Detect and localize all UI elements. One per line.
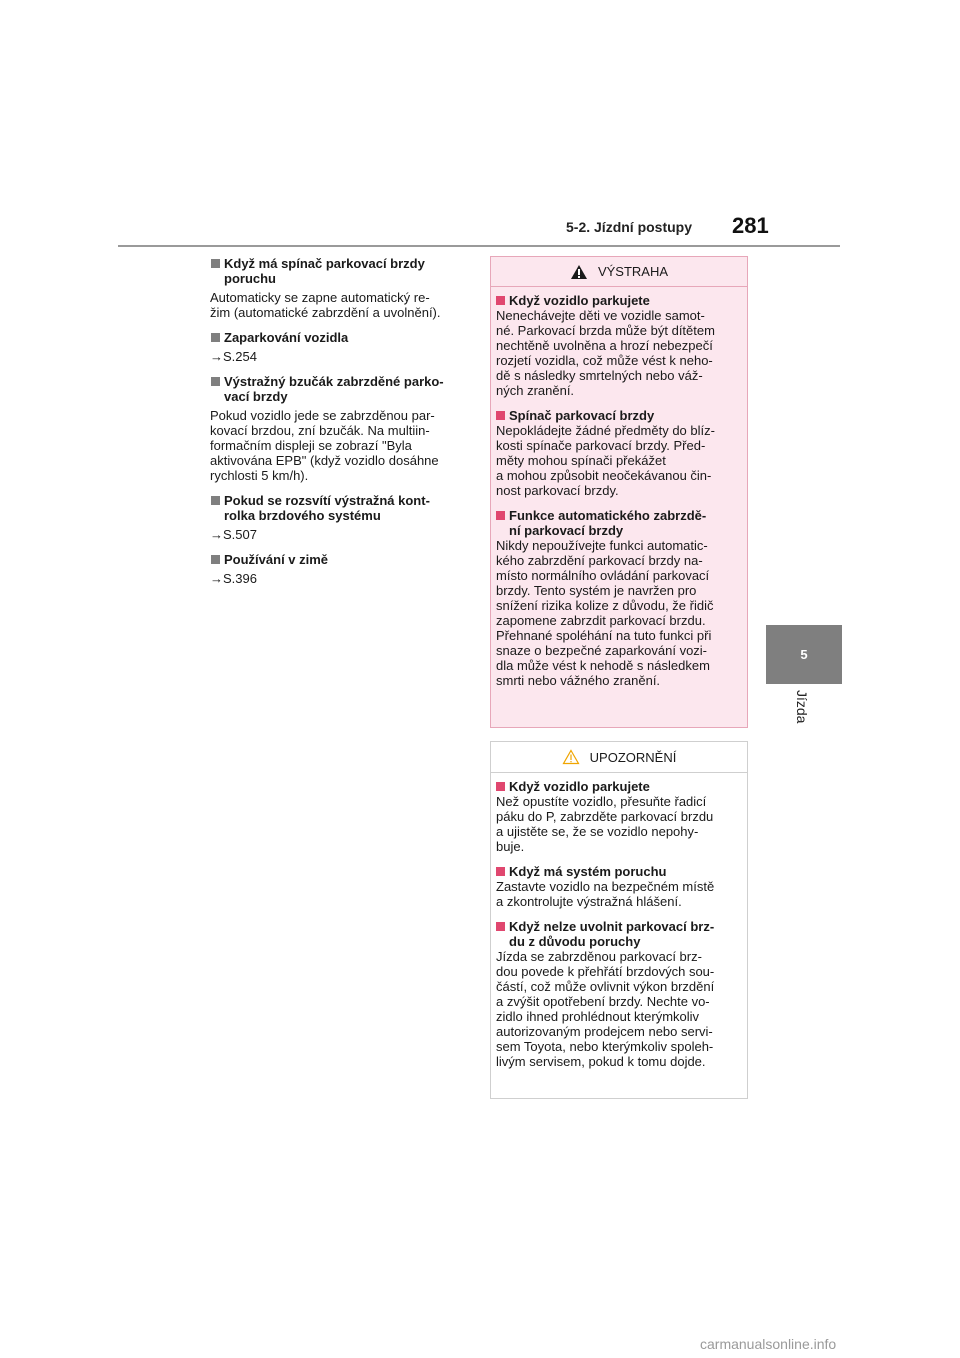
item-heading: Když má systém poruchu [509, 864, 667, 879]
notice-header [491, 742, 747, 773]
section-heading: Zaparkování vozidla [224, 330, 349, 345]
warning-content [491, 287, 747, 688]
square-bullet-icon [496, 867, 505, 876]
item-heading: Když vozidlo parkujete [509, 779, 650, 794]
footer-watermark: carmanualsonline.info [700, 1336, 837, 1352]
warning-header [491, 257, 747, 287]
warning-triangle-icon [570, 264, 588, 280]
section-heading: Pokud se rozsvítí výstražná kont- rolka brzdového systému [224, 493, 430, 523]
warning-box [490, 256, 748, 728]
section-buzzer [210, 374, 468, 483]
notice-item [496, 779, 742, 854]
item-heading: Když vozidlo parkujete [509, 293, 650, 308]
notice-item [496, 919, 742, 1069]
chapter-tab [766, 625, 842, 684]
item-body: Nenechávejte děti ve vozidle samot- né. Parkovací brzda může být dítětem nechtěně uvolněna a hrozí nebezpečí rozjetí vozidla, což může vést k neho- dě s následky smrtelných nebo váž- ných zranění. [496, 308, 715, 398]
notice-title: UPOZORNĚNÍ [589, 749, 677, 765]
left-column [210, 256, 468, 596]
item-heading: Spínač parkovací brzdy [509, 408, 655, 423]
header-divider [118, 245, 840, 247]
item-heading: Když nelze uvolnit parkovací brz- du z důvodu poruchy [509, 919, 715, 949]
square-bullet-icon [496, 411, 505, 420]
square-bullet-icon [496, 296, 505, 305]
section-body: Automaticky se zapne automatický re- žim (automatické zabrzdění a uvolnění). [210, 290, 441, 320]
square-bullet-icon [211, 259, 220, 268]
section-switch-malfunction [210, 256, 468, 320]
section-winter [210, 552, 468, 586]
page-number: 281 [732, 213, 769, 238]
section-warning-light [210, 493, 468, 542]
item-body: Zastavte vozidlo na bezpečném místě a zkontrolujte výstražná hlášení. [496, 879, 715, 909]
section-parking [210, 330, 468, 364]
notice-content [491, 773, 747, 1069]
warning-item [496, 508, 742, 688]
item-body: Nikdy nepoužívejte funkci automatic- kého zabrzdění parkovací brzdy na- místo normálního ovládání parkovací brzdy. Tento systém je navržen pro snížení rizika kolize z důvodu, že řidič zapomene zabrzdit parkovací brzdu. Přehnané spoléhání na tuto funkci při snaze o bezpečné zaparkování vozi- dla může vést k nehodě s následkem smrti nebo vážného zranění. [496, 538, 714, 688]
chapter-number: 5 [800, 647, 808, 662]
square-bullet-icon [211, 333, 220, 342]
square-bullet-icon [211, 377, 220, 386]
square-bullet-icon [496, 922, 505, 931]
page-reference-link[interactable]: →S.396 [210, 571, 257, 586]
warning-item [496, 293, 742, 398]
square-bullet-icon [496, 782, 505, 791]
section-title: 5-2. Jízdní postupy [566, 219, 693, 235]
square-bullet-icon [496, 511, 505, 520]
warning-item [496, 408, 742, 498]
page-reference-link[interactable]: →S.507 [210, 527, 257, 542]
section-body: Pokud vozidlo jede se zabrzděnou par- kovací brzdou, zní bzučák. Na multiin- formačním displeji se zobrazí "Byla aktivována EPB" (když vozidlo dosáhne rychlosti 5 km/h). [210, 408, 439, 483]
section-heading: Výstražný bzučák zabrzděné parko- vací brzdy [224, 374, 444, 404]
section-heading: Používání v zimě [224, 552, 329, 567]
chapter-title: Jízda [794, 690, 810, 724]
warning-title: VÝSTRAHA [597, 264, 669, 279]
item-body: Jízda se zabrzděnou parkovací brz- dou povede k přehřátí brzdových sou- částí, což může ovlivnit výkon brzdění a zvýšit opotřebení brzdy. Nechte vo- zidlo ihned prohlédnout kterýmkoliv autorizovaným prodejcem nebo servi- sem Toyota, nebo kterýmkoliv spoleh- livým servisem, pokud k tomu dojde. [496, 949, 715, 1069]
square-bullet-icon [211, 555, 220, 564]
square-bullet-icon [211, 496, 220, 505]
page-reference-link[interactable]: →S.254 [210, 349, 257, 364]
section-heading: Když má spínač parkovací brzdy poruchu [224, 256, 425, 286]
notice-box [490, 741, 748, 1099]
notice-item [496, 864, 742, 909]
item-heading: Funkce automatického zabrzdě- ní parkovací brzdy [509, 508, 707, 538]
caution-triangle-icon [562, 749, 580, 765]
item-body: Než opustíte vozidlo, přesuňte řadicí páku do P, zabrzděte parkovací brzdu a ujistěte se, že se vozidlo nepohy- buje. [496, 794, 714, 854]
item-body: Nepokládejte žádné předměty do blíz- kosti spínače parkovací brzdy. Před- měty mohou spínači překážet a mohou způsobit neočekávanou čin- nost parkovací brzdy. [496, 423, 715, 498]
